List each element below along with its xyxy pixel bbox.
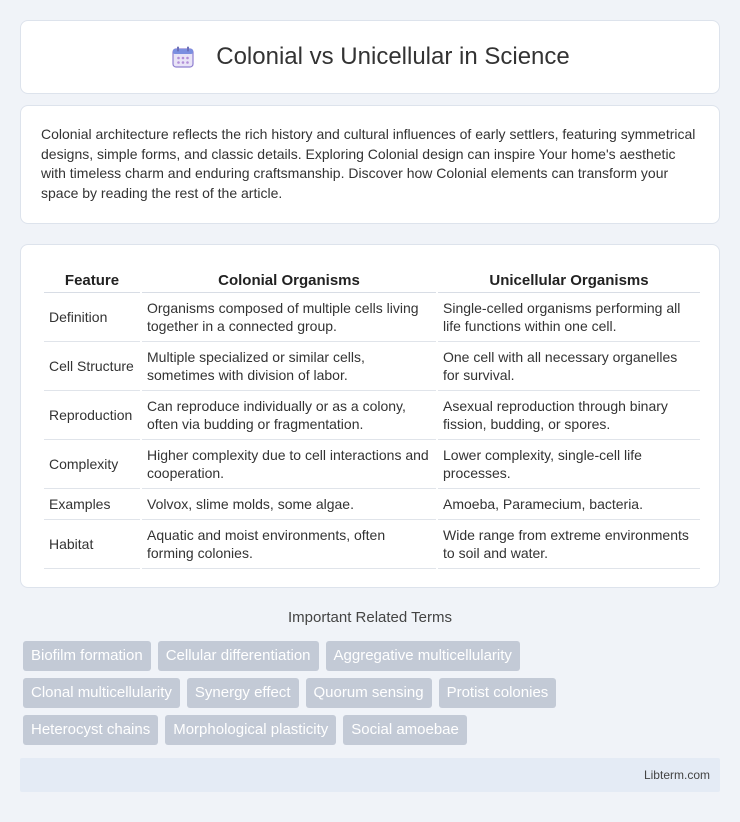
colonial-cell: Multiple specialized or similar cells, sometimes with division of labor.: [142, 342, 436, 391]
tag-morphological-plasticity[interactable]: Morphological plasticity: [165, 715, 336, 745]
feature-cell: Reproduction: [44, 391, 140, 440]
feature-cell: Complexity: [44, 440, 140, 489]
unicellular-cell: Single-celled organisms performing all life functions within one cell.: [438, 293, 700, 342]
unicellular-cell: Asexual reproduction through binary fission, budding, or spores.: [438, 391, 700, 440]
tag-biofilm-formation[interactable]: Biofilm formation: [23, 641, 151, 671]
related-terms-title: Important Related Terms: [288, 609, 452, 626]
table-header-row: [44, 263, 700, 293]
tag-row: [23, 715, 723, 745]
tag-protist-colonies[interactable]: Protist colonies: [439, 678, 557, 708]
tag-cellular-differentiation[interactable]: Cellular differentiation: [158, 641, 319, 671]
colonial-cell: Aquatic and moist environments, often forming colonies.: [142, 520, 436, 569]
feature-cell: Cell Structure: [44, 342, 140, 391]
column-header-colonial: Colonial Organisms: [142, 263, 436, 293]
unicellular-cell: Wide range from extreme environments to soil and water.: [438, 520, 700, 569]
colonial-cell: Volvox, slime molds, some algae.: [142, 489, 436, 520]
header-card: [20, 20, 720, 94]
colonial-cell: Higher complexity due to cell interactions and cooperation.: [142, 440, 436, 489]
feature-cell: Habitat: [44, 520, 140, 569]
comparison-table: [42, 263, 702, 569]
unicellular-cell: Amoeba, Paramecium, bacteria.: [438, 489, 700, 520]
comparison-table-card: [20, 244, 720, 588]
colonial-cell: Can reproduce individually or as a colony, often via budding or fragmentation.: [142, 391, 436, 440]
column-header-feature: Feature: [44, 263, 140, 293]
tag-clonal-multicellularity[interactable]: Clonal multicellularity: [23, 678, 180, 708]
table-row: [44, 342, 700, 391]
tag-aggregative-multicellularity[interactable]: Aggregative multicellularity: [326, 641, 520, 671]
feature-cell: Definition: [44, 293, 140, 342]
table-row: [44, 520, 700, 569]
footer-site-link[interactable]: Libterm.com: [643, 768, 710, 782]
tag-synergy-effect[interactable]: Synergy effect: [187, 678, 299, 708]
calendar-icon: [170, 44, 196, 70]
intro-text: Colonial architecture reflects the rich history and cultural influences of early settlers, featuring symmetrical designs, simple forms, and classic details. Exploring Colonial design can inspire Your home's aesthetic with timeless charm and enduring craftsmanship. Discover how Colonial elements can transform your space by reading the rest of the article.: [41, 126, 696, 201]
unicellular-cell: One cell with all necessary organelles for survival.: [438, 342, 700, 391]
colonial-cell: Organisms composed of multiple cells living together in a connected group.: [142, 293, 436, 342]
tag-row: [23, 678, 723, 708]
table-row: [44, 489, 700, 520]
tag-row: [23, 641, 723, 671]
tag-social-amoebae[interactable]: Social amoebae: [343, 715, 467, 745]
tag-heterocyst-chains[interactable]: Heterocyst chains: [23, 715, 158, 745]
table-row: [44, 293, 700, 342]
related-terms-list: [23, 641, 723, 752]
unicellular-cell: Lower complexity, single-cell life processes.: [438, 440, 700, 489]
column-header-unicellular: Unicellular Organisms: [438, 263, 700, 293]
page-title: Colonial vs Unicellular in Science: [216, 43, 570, 70]
tag-quorum-sensing[interactable]: Quorum sensing: [306, 678, 432, 708]
feature-cell: Examples: [44, 489, 140, 520]
intro-card: [20, 105, 720, 224]
footer: [20, 758, 720, 792]
table-row: [44, 391, 700, 440]
header: [170, 43, 570, 71]
table-row: [44, 440, 700, 489]
